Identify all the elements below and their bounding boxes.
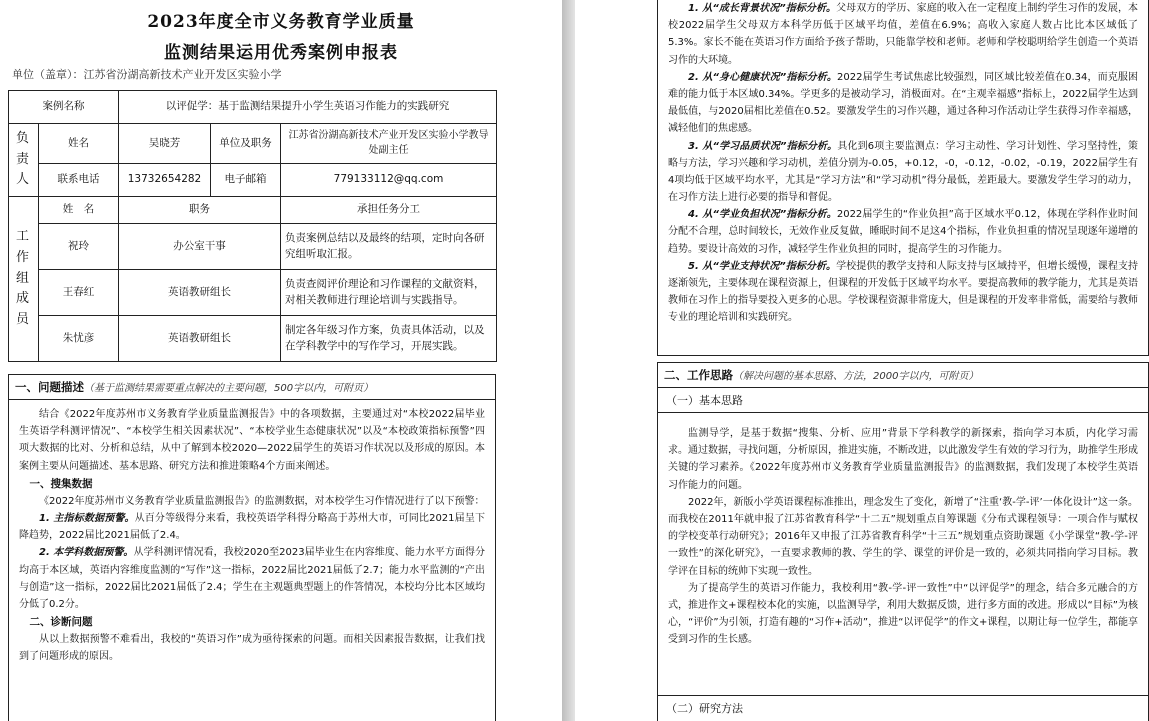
warning-item-2-text: 从学科测评情况看，我校2020至2023届毕业生在内容维度、能力水平方面得分均高于本区域，英语内容维度监测的“写作”这一指标，2022届比2021届低了2.7；能力水平监测的“产出与创造”这一指标，2022届比2021届低了2.4；学生在主观题典型题上的作答情况，本校均分比本区域均分低了0.2分。: [19, 547, 485, 610]
section-work-ideas-note: （解决问题的基本思路、方法，2000字以内，可附页）: [733, 371, 979, 382]
section-problem-box: [8, 374, 496, 721]
document-page-right: [575, 0, 1149, 721]
warning-item-1-keyword: 1. 主指标数据预警。: [39, 512, 135, 524]
warning-item-1: [19, 510, 485, 544]
section-work-ideas-title: 二、工作思路: [664, 368, 733, 382]
section-problem-content: [9, 400, 495, 666]
analysis-item-1-keyword: 1. 从“成长背景状况”指标分析。: [688, 3, 837, 14]
warning-item-2: [19, 544, 485, 613]
problem-intro: 结合《2022年度苏州市义务教育学业质量监测报告》中的各项数据，主要通过对“本校2022届毕业生英语学科测评情况”、“本校学生相关因素状况”、“本校学业生态健康状况”以及“本校政策指标预警”四项大数据的比对、分析和总结，从中了解到本校2020—2022届学生的英语习作状况以及形成的原因。本案例主要从问题描述、基本思路、研究方法和推进策略4个方面来阐述。: [19, 409, 485, 472]
application-form-table: [8, 90, 497, 362]
phone-value: 13732654282: [119, 164, 211, 197]
email-value: 779133112@qq.com: [281, 164, 497, 197]
basic-ideas-content: [658, 413, 1148, 648]
analysis-continued-box: [657, 0, 1149, 356]
name-label: 姓名: [39, 124, 119, 164]
phone-label: 联系电话: [39, 164, 119, 197]
responsible-label: 负责人: [9, 124, 39, 197]
section-problem-note: （基于监测结果需要重点解决的主要问题，500字以内，可附页）: [84, 383, 374, 394]
member-role: 办公室干事: [119, 224, 281, 270]
email-label: 电子邮箱: [211, 164, 281, 197]
basic-ideas-paragraph-3: 为了提高学生的英语习作能力，我校利用“教-学-评一致性”中“以评促学”的理念，结合多元融合的方式，推进作文+课程校本化的实施，以监测导学，利用大数据反馈，进行多方面的改进。形成以“目标”为核心，“评价”为引领，打造有趣的“习作+活动”，推进“以评促学”的作文+课程，以期让每一位学生，都能享受到习作的生长感。: [668, 582, 1138, 646]
section-work-ideas-heading: [658, 363, 1148, 388]
analysis-item-4-text: 2022届学生的“作业负担”高于区域水平0.12，体现在学科作业时间分配不合理，总时间较长，无效作业反复做，睡眠时间不足这4个指标，作业负担重的情况呈现逐年递增的趋势。要设计高效的习作，减轻学生作业负担的同时，提高学生的习作能力。: [668, 209, 1139, 255]
member-name: 王春红: [39, 270, 119, 316]
member-name: 祝玲: [39, 224, 119, 270]
member-role: 英语教研组长: [119, 316, 281, 362]
member-task: 负责案例总结以及最终的结项，定时向各研究组听取汇报。: [281, 224, 497, 270]
name-value: 吴晓芳: [119, 124, 211, 164]
analysis-item-1: [668, 0, 1138, 69]
analysis-item-5: [668, 258, 1138, 327]
member-name: 朱忧彦: [39, 316, 119, 362]
section-problem-heading: [9, 375, 495, 400]
org-label: 单位及职务: [211, 124, 281, 164]
member-role: 英语教研组长: [119, 270, 281, 316]
analysis-item-2-keyword: 2. 从“身心健康状况”指标分析。: [688, 71, 838, 83]
case-name-label: 案例名称: [9, 91, 119, 124]
basic-ideas-paragraph-1: 监测导学，是基于数据“搜集、分析、应用”背景下学科教学的新探索，指向学习本质，内化学习需求。通过数据，寻找问题，分析原因，推进实施，不断改进，以此激发学生有效的学习行为，助推学生形成关键的学习素养。《2022年度苏州市义务教育学业质量监测报告》的监测数据，我们发现了本校学生英语习作能力的问题。: [668, 428, 1138, 491]
org-value: 江苏省汾湖高新技术产业开发区实验小学教导处副主任: [281, 124, 497, 164]
table-row: [9, 224, 497, 270]
table-row: [9, 270, 497, 316]
page-gutter: [562, 0, 575, 721]
section-problem-title: 一、问题描述: [15, 380, 84, 394]
sub-heading-research-methods: （二）研究方法: [658, 695, 1148, 721]
document-title-line1: 2023年度全市义务教育学业质量: [147, 12, 415, 32]
warning-item-1-text: 从百分等级得分来看，我校英语学科得分略高于苏州大市，可同比2021届呈下降趋势，2022届比2021届低了2.4。: [19, 512, 485, 542]
document-page-left: [0, 0, 562, 721]
sub-heading-collect-data: 一、搜集数据: [29, 477, 93, 490]
team-label: 工作组成员: [9, 197, 39, 362]
document-title-line2: 监测结果运用优秀案例申报表: [164, 43, 398, 63]
analysis-item-1-text: 父母双方的学历、家庭的收入在一定程度上制约学生习作的发展，本校2022届学生父母双方本科学历低于区域平均值，差值在6.9%；高收入家庭人数占比比本区域低了5.3%。家长不能在英语习作方面给予孩子帮助，只能靠学校和老师。老师和学校聪明给学生创造一个英语习作的大环境。: [668, 3, 1139, 66]
analysis-item-4-keyword: 4. 从“学业负担状况”指标分析。: [688, 209, 837, 221]
basic-ideas-paragraph-2: 2022年，新版小学英语课程标准推出，理念发生了变化，新增了“注重‘教-学-评’一体化设计”这一条。而我校在2011年就申报了江苏省教育科学“十二五”规划重点自筹课题《分布式课程领导：一项合作与赋权的学校变革行动研究》；2016年又申报了江苏省教育科学“十三五”规划重点资助课题《小学课堂“教-学-评一致性”的深化研究》，一直要求教师的教、学生的学、课堂的评价是一致的，必须共同指向学习目标。教学评在目标的统帅下实现一致性。: [668, 496, 1138, 577]
col-role-header: 职务: [119, 197, 281, 224]
col-task-header: 承担任务分工: [281, 197, 497, 224]
sub-heading-basic-ideas: （一）基本思路: [658, 388, 1148, 413]
col-name-header: 姓 名: [39, 197, 119, 224]
diagnose-paragraph: 从以上数据预警不难看出，我校的“英语习作”成为亟待探索的问题。而相关因素报告数据，让我们找到了问题形成的原因。: [19, 634, 485, 663]
analysis-item-2-text: 2022届学生考试焦虑比较强烈，同区域比较差值在0.34，而克服困难的能力低于本区域0.34%。学更多的是被动学习，消极面对。在“主观幸福感”指标上，2022届学生达到最低值，与2020届相比差值在0.52。要激发学生的习作兴趣，通过各种习作活动让学生获得习作幸福感，减轻他们的焦虑感。: [668, 71, 1139, 135]
analysis-content: [658, 0, 1148, 327]
member-task: 负责查阅评价理论和习作课程的文献资料，对相关教师进行理论培训与实践指导。: [281, 270, 497, 316]
unit-stamp-line: 单位（盖章）：江苏省汾湖高新技术产业开发区实验小学: [12, 68, 282, 81]
section-work-ideas-box: [657, 362, 1149, 721]
analysis-item-3-keyword: 3. 从“学习品质状况”指标分析。: [688, 140, 838, 152]
collect-data-paragraph: 《2022年度苏州市义务教育学业质量监测报告》的监测数据，对本校学生习作情况进行了以下预警：: [39, 495, 485, 507]
case-name-value: 以评促学：基于监测结果提升小学生英语习作能力的实践研究: [119, 91, 497, 124]
warning-item-2-keyword: 2. 本学科数据预警。: [39, 547, 134, 559]
analysis-item-5-text: 学校提供的教学支持和人际支持与区域持平，但增长缓慢，课程支持逐渐领先，主要体现在课程资源上，但课程的开发低于区域平均水平。要提高教师的教学能力，尤其是英语教师在习作上的指导要投入更多的心思。学校课程资源非常庞大，但是课程的开发率非常低，需要给与教师专业的理论培训和实践研究。: [668, 260, 1139, 324]
member-task: 制定各年级习作方案，负责具体活动，以及在学科教学中的写作学习，开展实践。: [281, 316, 497, 362]
sub-heading-diagnose: 二、诊断问题: [29, 616, 93, 629]
analysis-item-3-text: 具化到6项主要监测点：学习主动性、学习计划性、学习坚持性，策略与方法，学习兴趣和学习动机，差值分别为-0.05，+0.12，-0，-0.12，-0.02，-0.19，2022届学生有4项均低于区域平均水平，尤其是“学习方法”和“学习动机”得分最低，差距最大。要激发学生学习的动力，在习作方法上进行必要的指导和督促。: [668, 140, 1138, 204]
analysis-item-5-keyword: 5. 从“学业支持状况”指标分析。: [688, 260, 837, 272]
table-row: [9, 316, 497, 362]
analysis-item-2: [668, 69, 1138, 138]
analysis-item-4: [668, 206, 1138, 258]
analysis-item-3: [668, 138, 1138, 207]
